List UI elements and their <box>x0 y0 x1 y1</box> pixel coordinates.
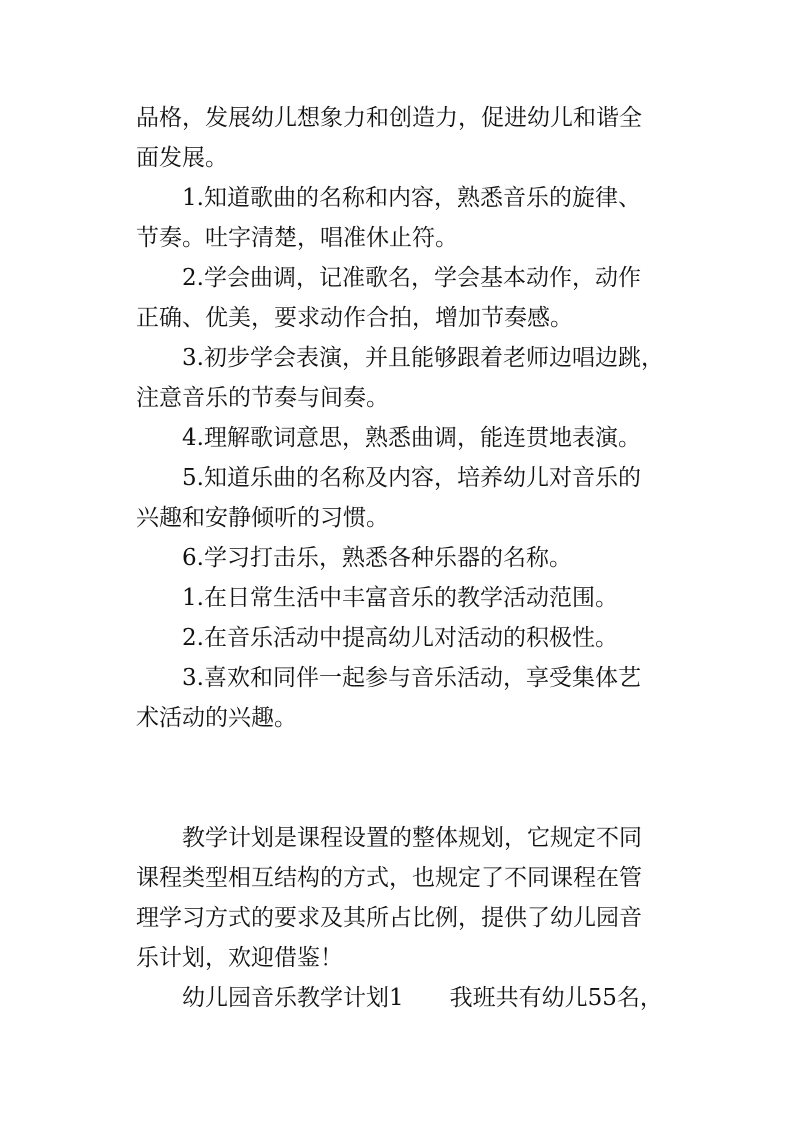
text-line: 3.喜欢和同伴一起参与音乐活动，享受集体艺 <box>182 665 641 691</box>
text-line: 6.学习打击乐，熟悉各种乐器的名称。 <box>182 545 572 571</box>
text-line: 4.理解歌词意思，熟悉曲调，能连贯地表演。 <box>182 425 641 451</box>
text-line: 3.初步学会表演，并且能够跟着老师边唱边跳， <box>182 345 664 371</box>
text-line: 1.在日常生活中丰富音乐的教学活动范围。 <box>182 585 618 611</box>
text-line: 课程类型相互结构的方式，也规定了不同课程在管 <box>136 865 642 891</box>
text-line: 幼儿园音乐教学计划1 我班共有幼儿55名， <box>182 985 663 1011</box>
text-line: 2.在音乐活动中提高幼儿对活动的积极性。 <box>182 625 618 651</box>
text-line: 5.知道乐曲的名称及内容，培养幼儿对音乐的 <box>182 465 641 491</box>
body-text-top <box>136 98 666 738</box>
text-line: 面发展。 <box>136 145 228 171</box>
text-line: 乐计划，欢迎借鉴！ <box>136 945 343 971</box>
text-line: 2.学会曲调，记准歌名，学会基本动作，动作 <box>182 265 641 291</box>
text-line: 注意音乐的节奏与间奏。 <box>136 385 389 411</box>
text-line: 术活动的兴趣。 <box>136 705 297 731</box>
text-line: 节奏。吐字清楚，唱准休止符。 <box>136 225 458 251</box>
text-line: 正确、优美，要求动作合拍，增加节奏感。 <box>136 305 573 331</box>
body-text-bottom <box>136 818 666 1018</box>
text-line: 教学计划是课程设置的整体规划，它规定不同 <box>182 825 642 851</box>
text-line: 1.知道歌曲的名称和内容，熟悉音乐的旋律、 <box>182 185 641 211</box>
text-line: 理学习方式的要求及其所占比例，提供了幼儿园音 <box>136 905 642 931</box>
text-line: 品格，发展幼儿想象力和创造力，促进幼儿和谐全 <box>136 105 642 131</box>
text-line: 兴趣和安静倾听的习惯。 <box>136 505 389 531</box>
